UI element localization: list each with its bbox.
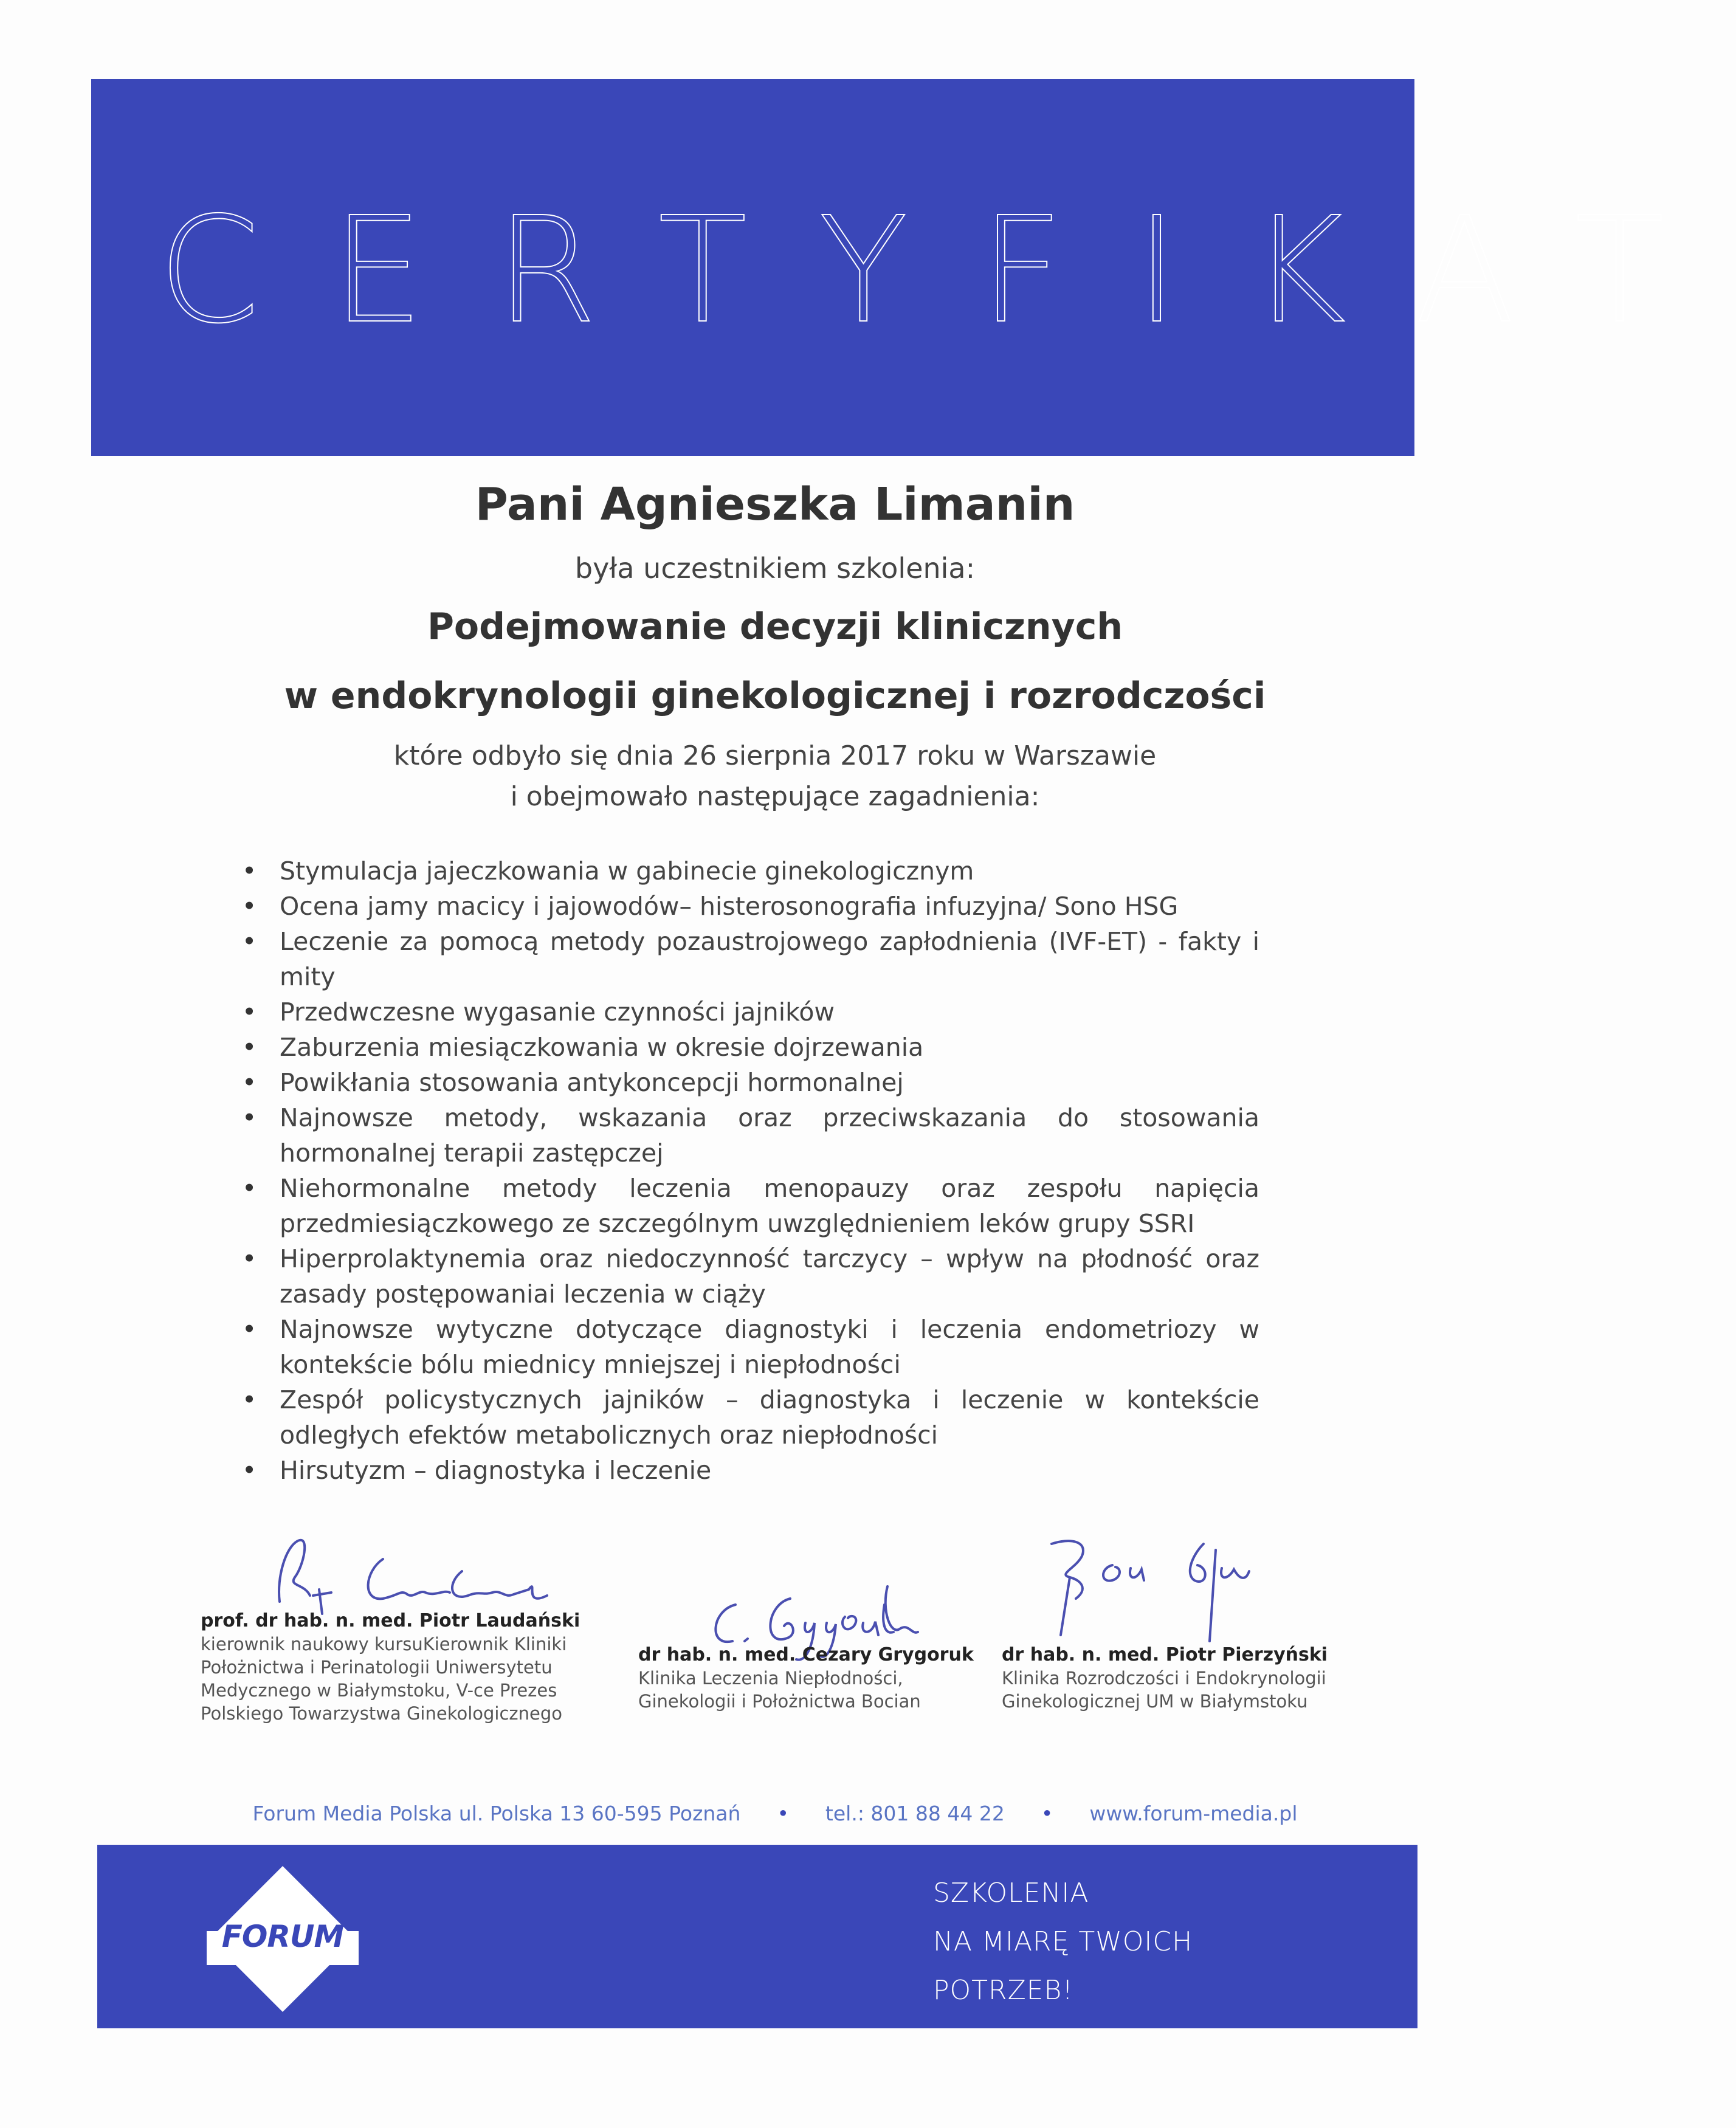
logo-text: FORUM [221,1919,344,1954]
footer-slogan [933,1869,1193,2015]
header-banner [91,79,1736,456]
signer-affiliation: Medycznego w Białymstoku, V-ce Prezes [201,1680,557,1701]
list-item: • Leczenie za pomocą metody pozaustrojowego zapłodnienia (IVF-ET) - fakty i mity [280,924,1259,994]
signer-grygoruk [638,1644,979,1713]
list-item: • Zespół policystycznych jajników – diagnostyka i leczenie w kontekście odległych efektów metabolicznych oraz niepłodności [280,1382,1259,1453]
list-item: • Niehormonalne metody leczenia menopauzy oraz zespołu napięcia przedmiesiączkowego ze szczególnym uwzględnieniem leków grupy SSRI [280,1171,1259,1241]
course-title-line-2: w endokrynologii ginekologicznej i rozrodczości [284,675,1266,717]
list-item: • Stymulacja jajeczkowania w gabinecie ginekologicznym [280,853,1259,889]
recipient-name: Pani Agnieszka Limanin [475,478,1075,531]
contact-line [0,1802,1550,1825]
list-item: • Przedwczesne wygasanie czynności jajników [280,994,1259,1030]
intro-text: była uczestnikiem szkolenia: [574,552,976,585]
list-item: • Zaburzenia miesiączkowania w okresie dojrzewania [280,1030,1259,1065]
contact-phone: tel.: 801 88 44 22 [825,1802,1005,1825]
list-item: • Powikłania stosowania antykoncepcji hormonalnej [280,1065,1259,1100]
list-item: • Ocena jamy macicy i jajowodów– histerosonografia infuzyjna/ Sono HSG [280,889,1259,924]
signer-affiliation: Ginekologii i Położnictwa Bocian [638,1691,921,1712]
topics-list [280,853,1259,1488]
bullet-icon: • [777,1802,789,1825]
certificate-title: CERTYFIKAT [158,185,1736,356]
contact-website[interactable]: www.forum-media.pl [1089,1802,1298,1825]
list-item: • Najnowsze metody, wskazania oraz przeciwskazania do stosowania hormonalnej terapii zastępczej [280,1100,1259,1171]
slogan-line: SZKOLENIA [933,1878,1089,1909]
signer-affiliation: kierownik naukowy kursuKierownik Kliniki [201,1634,567,1655]
signer-affiliation: Położnictwa i Perinatologii Uniwersytetu [201,1657,553,1678]
slogan-line: NA MIARĘ TWOICH [933,1926,1193,1957]
list-item: • Hiperprolaktynemia oraz niedoczynność tarczycy – wpływ na płodność oraz zasady postępowaniai leczenia w ciąży [280,1241,1259,1312]
signer-affiliation: Polskiego Towarzystwa Ginekologicznego [201,1703,562,1724]
signature-laudanski [261,1523,602,1620]
signer-affiliation: Ginekologicznej UM w Białymstoku [1002,1691,1308,1712]
signer-pierzynski [1002,1644,1391,1713]
list-item: • Hirsutyzm – diagnostyka i leczenie [280,1453,1259,1488]
signature-pierzynski [1033,1532,1313,1647]
signer-name: dr hab. n. med. Cezary Grygoruk [638,1644,974,1665]
signer-affiliation: Klinika Leczenia Niepłodności, [638,1668,903,1689]
signer-name: prof. dr hab. n. med. Piotr Laudański [201,1610,580,1631]
list-item: • Najnowsze wytyczne dotyczące diagnostyki i leczenia endometriozy w kontekście bólu miednicy mniejszej i niepłodności [280,1312,1259,1382]
signer-laudanski [201,1610,626,1725]
bullet-icon: • [1041,1802,1053,1825]
contact-address: Forum Media Polska ul. Polska 13 60-595 Poznań [252,1802,741,1825]
course-details-line-1: które odbyło się dnia 26 sierpnia 2017 roku w Warszawie [393,740,1157,771]
footer-banner [97,1845,1417,2028]
signer-name: dr hab. n. med. Piotr Pierzyński [1002,1644,1328,1665]
slogan-line: POTRZEB! [933,1975,1074,2006]
course-details-line-2: i obejmowało następujące zagadnienia: [510,781,1040,812]
course-title-line-1: Podejmowanie decyzji klinicznych [427,605,1123,648]
signer-affiliation: Klinika Rozrodczości i Endokrynologii [1002,1668,1326,1689]
